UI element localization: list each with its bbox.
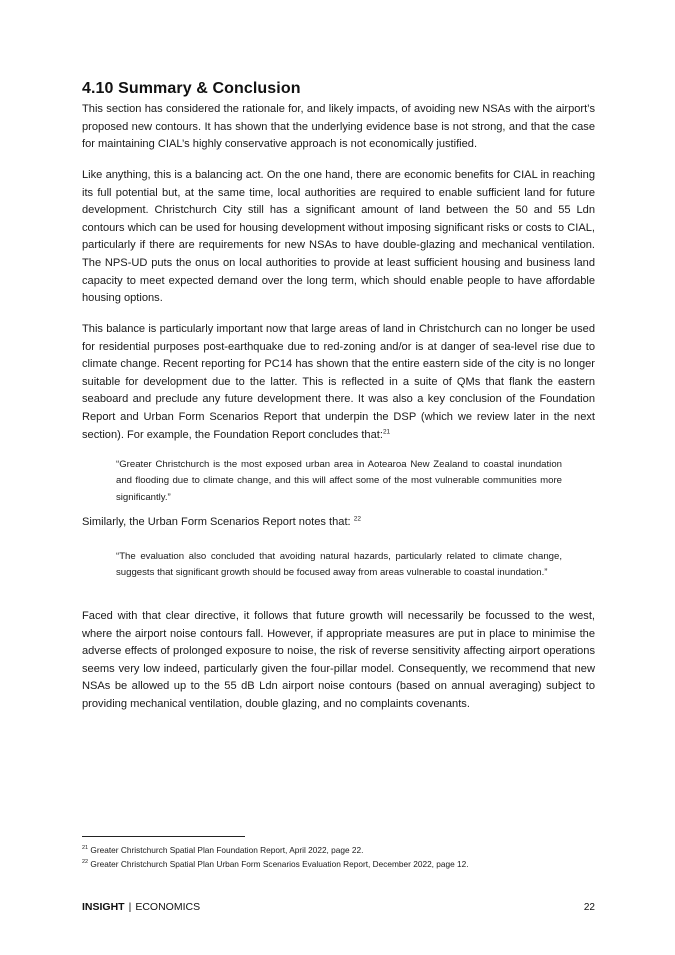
footer-brand <box>82 901 200 913</box>
footnote-22-number: 22 <box>82 859 89 866</box>
footnote-22 <box>82 859 469 870</box>
footnote-21-text: Greater Christchurch Spatial Plan Foundation Report, April 2022, page 22. <box>88 845 364 855</box>
footnote-21 <box>82 845 363 856</box>
quote-urban-form-report: “The evaluation also concluded that avoiding natural hazards, particularly related to climate change, suggests that significant growth should be focused away from areas vulnerable to coastal inundation.” <box>116 551 562 579</box>
footnote-22-text: Greater Christchurch Spatial Plan Urban Form Scenarios Evaluation Report, December 2022, page 12. <box>88 859 469 869</box>
page-number: 22 <box>583 902 595 913</box>
paragraph-urban-form-text: Similarly, the Urban Form Scenarios Report notes that: <box>82 516 354 528</box>
quote-foundation-report: “Greater Christchurch is the most exposed urban area in Aotearoa New Zealand to coastal inundation and flooding due to climate change, and this will affect some of the most vulnerable communities more significantly.” <box>116 459 562 503</box>
paragraph-conclusion: Faced with that clear directive, it follows that future growth will necessarily be focussed to the west, where the airport noise contours fall. However, if appropriate measures are put in place to minimise the adverse effects of prolonged exposure to noise, the risk of reverse sensitivity affecting airport operations seems very low indeed, particularly given the four-pillar model. Consequently, we recommend that new NSAs be allowed up to the 55 dB Ldn airport noise contours (based on annual averaging) subject to providing mechanical ventilation, double glazing, and no complaints covenants. <box>82 610 595 710</box>
footer-separator: | <box>128 901 132 913</box>
section-heading: 4.10 Summary & Conclusion <box>82 80 301 97</box>
footnote-ref-21[interactable]: 21 <box>382 427 391 435</box>
footer-brand-bold: INSIGHT <box>82 901 125 913</box>
footnote-21-number: 21 <box>82 845 89 852</box>
paragraph-intro: This section has considered the rationale for, and likely impacts, of avoiding new NSAs with the airport’s proposed new contours. It has shown that the underlying evidence base is not strong, and that the case for maintaining CIAL’s highly conservative approach is not economically justified. <box>82 103 595 151</box>
footnote-ref-22[interactable]: 22 <box>353 515 361 523</box>
paragraph-balance-importance <box>82 321 595 444</box>
footer-brand-rest: ECONOMICS <box>135 901 201 913</box>
paragraph-balance-importance-text: This balance is particularly important now that large areas of land in Christchurch can no longer be used for residential purposes post-earthquake due to red-zoning and/or is at danger of sea-level rise due to climate change. Recent reporting for PC14 has shown that the entire eastern side of the city is no longer suitable for development due to the latter. This is reflected in a suite of QMs that flank the eastern seaboard and preclude any future development there. It was also a key conclusion of the Foundation Report and Urban Form Scenarios Report that underpin the DSP (which we review later in the next section). For example, the Foundation Report concludes that: <box>82 323 595 441</box>
footnote-divider <box>82 836 245 837</box>
paragraph-urban-form <box>82 514 595 532</box>
paragraph-balancing-act: Like anything, this is a balancing act. On the one hand, there are economic benefits for CIAL in reaching its full potential but, at the same time, local authorities are required to enable sufficient land for future development. Christchurch City still has a significant amount of land between the 50 and 55 Ldn contours which can be used for housing development without imposing significant risks or costs to CIAL, particularly if there are requirements for new NSAs to have double-glazing and mechanical ventilation. The NPS-UD puts the onus on local authorities to provide at least sufficient housing and business land capacity to meet expected demand over the long term, which should enable people to have affordable housing options. <box>82 169 595 305</box>
